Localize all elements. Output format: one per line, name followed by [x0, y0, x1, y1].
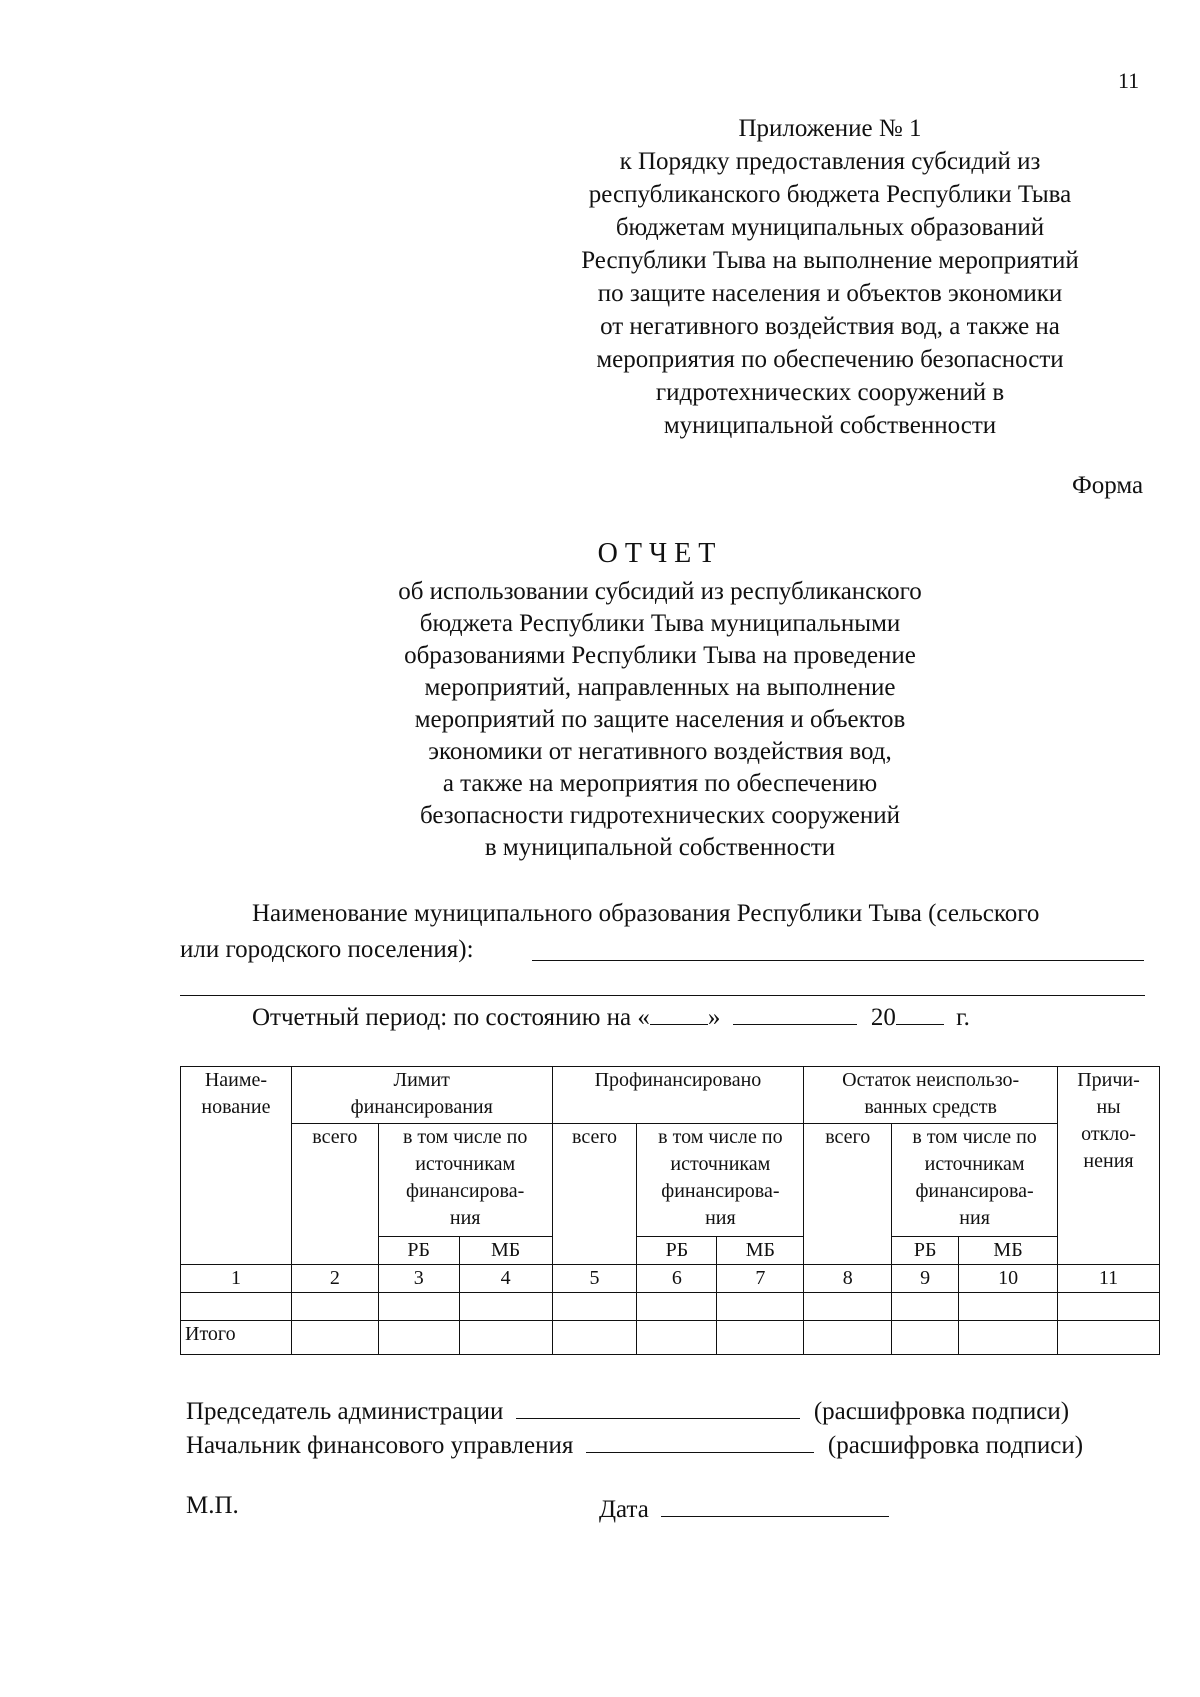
header-total: всего [291, 1124, 378, 1265]
report-subtitle-line: безопасности гидротехнических сооружений [420, 802, 900, 829]
page-number: 11 [1118, 68, 1140, 93]
appendix-line: республиканского бюджета Республики Тыва [588, 181, 1072, 208]
chairman-label: Председатель администрации [186, 1398, 504, 1425]
report-subtitle-line: экономики от негативного воздействия вод, [428, 738, 892, 765]
period-year-field[interactable] [896, 1002, 944, 1025]
header-mb: МБ [959, 1237, 1058, 1265]
period-year-prefix: 20 [870, 1004, 896, 1031]
header-name: Наиме- нование [181, 1067, 292, 1265]
finance-head-decode: (расшифровка подписи) [827, 1432, 1084, 1459]
header-total: всего [804, 1124, 892, 1265]
finance-head-label: Начальник финансового управления [186, 1432, 574, 1459]
table-row [181, 1293, 1160, 1321]
header-reasons: Причи- ны откло- нения [1058, 1067, 1160, 1265]
column-number: 10 [959, 1265, 1058, 1293]
column-number: 2 [291, 1265, 378, 1293]
appendix-line: от негативного воздействия вод, а также на [600, 313, 1060, 340]
report-subtitle-line: мероприятий, направленных на выполнение [424, 674, 896, 701]
chairman-signature-row [186, 1394, 1069, 1426]
municipality-label: Наименование муниципального образования Республики Тыва (сельского [252, 900, 1040, 927]
period-close-quote: » [707, 1004, 721, 1031]
column-number: 7 [717, 1265, 804, 1293]
column-number: 3 [378, 1265, 459, 1293]
period-month-field[interactable] [733, 1002, 857, 1025]
header-including: в том числе по источникам финансирова- ния [892, 1124, 1058, 1237]
table-cell[interactable] [717, 1321, 804, 1355]
chairman-decode: (расшифровка подписи) [813, 1398, 1070, 1425]
appendix-line: Республики Тыва на выполнение мероприятий [581, 247, 1079, 274]
table-cell[interactable] [637, 1293, 717, 1321]
header-including: в том числе по источникам финансирова- ния [378, 1124, 552, 1237]
header-rb: РБ [378, 1237, 459, 1265]
table-cell[interactable] [804, 1321, 892, 1355]
table-cell[interactable] [291, 1321, 378, 1355]
table-cell[interactable] [717, 1293, 804, 1321]
header-total: всего [552, 1124, 637, 1265]
table-cell[interactable] [378, 1321, 459, 1355]
table-cell[interactable] [1058, 1321, 1160, 1355]
appendix-line: гидротехнических сооружений в [655, 379, 1005, 406]
form-label: Форма [1072, 472, 1144, 499]
report-title: ОТЧЕТ [597, 538, 723, 569]
column-number: 4 [459, 1265, 552, 1293]
report-subtitle-line: образованиями Республики Тыва на проведение [404, 642, 916, 669]
municipality-label-cont: или городского поселения): [180, 936, 474, 963]
table-cell[interactable] [459, 1293, 552, 1321]
report-subtitle-line: в муниципальной собственности [484, 834, 836, 861]
table-cell[interactable] [892, 1321, 959, 1355]
header-mb: МБ [459, 1237, 552, 1265]
municipality-field[interactable] [532, 960, 1144, 961]
column-number: 11 [1058, 1265, 1160, 1293]
table-cell[interactable] [1058, 1293, 1160, 1321]
period-day-field[interactable] [650, 1002, 708, 1025]
total-row [181, 1321, 1160, 1355]
column-number: 8 [804, 1265, 892, 1293]
period-label: Отчетный период: по состоянию на « [252, 1004, 650, 1031]
header-including: в том числе по источникам финансирова- ния [637, 1124, 804, 1237]
reporting-period [252, 1002, 970, 1032]
date-label: Дата [599, 1496, 649, 1523]
table-cell[interactable] [181, 1293, 292, 1321]
table-cell[interactable] [459, 1321, 552, 1355]
header-remainder: Остаток неиспользо- ванных средств [804, 1067, 1058, 1124]
appendix-line: по защите населения и объектов экономики [597, 280, 1063, 307]
table-cell[interactable] [804, 1293, 892, 1321]
municipality-field-cont[interactable] [180, 995, 1145, 996]
header-rb: РБ [637, 1237, 717, 1265]
date-row [599, 1492, 889, 1524]
period-year-suffix: г. [956, 1004, 970, 1031]
finance-head-signature-field[interactable] [586, 1428, 814, 1453]
column-number: 1 [181, 1265, 292, 1293]
report-subtitle-line: а также на мероприятия по обеспечению [442, 770, 878, 797]
appendix-line: муниципальной собственности [663, 412, 997, 439]
table-cell[interactable] [959, 1293, 1058, 1321]
appendix-line: бюджетам муниципальных образований [615, 214, 1045, 241]
table-cell[interactable] [552, 1293, 637, 1321]
appendix-line: к Порядку предоставления субсидий из [619, 148, 1041, 175]
table-cell[interactable] [637, 1321, 717, 1355]
column-number: 6 [637, 1265, 717, 1293]
report-subtitle-line: об использовании субсидий из республиканского [398, 578, 922, 605]
date-field[interactable] [661, 1492, 889, 1517]
header-mb: МБ [717, 1237, 804, 1265]
table-cell[interactable] [892, 1293, 959, 1321]
header-limit: Лимит финансирования [291, 1067, 552, 1124]
chairman-signature-field[interactable] [516, 1394, 800, 1419]
table-cell[interactable] [552, 1321, 637, 1355]
column-number: 9 [892, 1265, 959, 1293]
report-subtitle-line: бюджета Республики Тыва муниципальными [419, 610, 901, 637]
report-title-block [330, 538, 990, 864]
total-row-label: Итого [181, 1321, 292, 1355]
appendix-line: мероприятия по обеспечению безопасности [596, 346, 1064, 373]
finance-head-signature-row [186, 1428, 1083, 1460]
header-rb: РБ [892, 1237, 959, 1265]
table-cell[interactable] [291, 1293, 378, 1321]
stamp-label: М.П. [186, 1492, 239, 1519]
appendix-line: Приложение № 1 [738, 115, 922, 142]
report-table [180, 1066, 1160, 1355]
table-cell[interactable] [959, 1321, 1058, 1355]
column-number: 5 [552, 1265, 637, 1293]
report-subtitle-line: мероприятий по защите населения и объектов [414, 706, 906, 733]
header-financed: Профинансировано [552, 1067, 804, 1124]
appendix-header [520, 112, 1140, 442]
table-cell[interactable] [378, 1293, 459, 1321]
